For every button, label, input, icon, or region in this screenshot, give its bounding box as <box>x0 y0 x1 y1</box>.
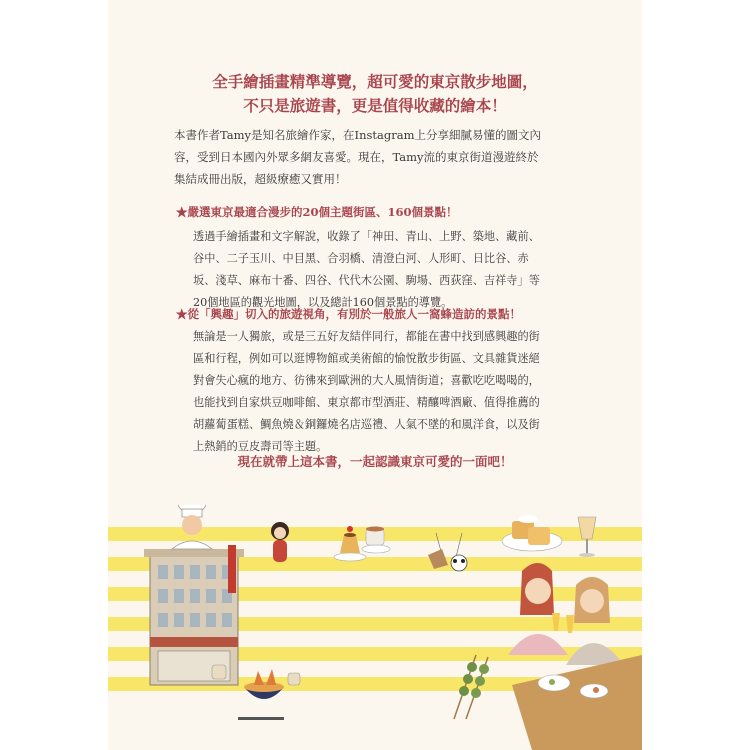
book-page <box>108 0 642 750</box>
section-2-body <box>193 326 583 458</box>
section-1-body <box>193 226 583 314</box>
intro-paragraph <box>174 124 578 190</box>
department-store-illustration <box>144 545 244 685</box>
headline <box>108 70 642 118</box>
closing-line: 現在就帶上這本書，一起認識東京可愛的一面吧！ <box>237 454 513 469</box>
section-1-title: ★嚴選東京最適合漫步的20個主題街區、160個景點！ <box>176 205 458 219</box>
illustration-scene <box>108 505 642 750</box>
headline-line-2: 不只是旅遊書，更是值得收藏的繪本！ <box>243 96 507 115</box>
section-1-line: 谷中、二子玉川、中目黑、合羽橋、清澄白河、人形町、日比谷、赤 <box>193 252 529 265</box>
intro-line: 本書作者Tamy是知名旅繪作家，在Instagram上分享細膩易懂的圖文內 <box>174 128 541 142</box>
section-2-title: ★從「興趣」切入的旅遊視角，有別於一般旅人一窩蜂造訪的景點！ <box>176 307 521 321</box>
intro-line: 集結成冊出版，超級療癒又實用！ <box>174 172 347 186</box>
section-2-line: 胡蘿蔔蛋糕、鯛魚燒＆銅鑼燒名店巡禮、人氣不墜的和風洋食，以及街 <box>193 418 540 431</box>
dining-table <box>512 655 642 750</box>
tempura-rice-bowl <box>238 669 284 720</box>
kokeshi-doll <box>271 522 289 562</box>
intro-line: 容，受到日本國內外眾多網友喜愛。現在，Tamy流的東京街道漫遊終於 <box>174 150 539 164</box>
section-2-line: 上熱銷的豆皮壽司等主題。 <box>193 440 328 453</box>
headline-line-1: 全手繪插畫精準導覽，超可愛的東京散步地圖， <box>212 72 538 91</box>
section-2-line: 對會失心瘋的地方、彷彿來到歐洲的大人風情街道；喜歡吃吃喝喝的， <box>193 374 540 387</box>
section-2-line: 無論是一人獨旅，或是三五好友結伴同行，都能在書中找到感興趣的街 <box>193 330 540 343</box>
section-1-line: 透過手繪插畫和文字解說，收錄了「神田、青山、上野、築地、藏前、 <box>193 230 540 243</box>
section-1-line: 坂、淺草、麻布十番、四谷、代代木公園、駒場、西荻窪、吉祥寺」等 <box>193 274 540 287</box>
section-1-line: 20個地區的觀光地圖，以及總計160個景點的導覽。 <box>193 296 453 309</box>
section-2-line: 區和行程，例如可以逛博物館或美術館的愉悅散步街區、文具雜貨迷絕 <box>193 352 540 365</box>
section-2-line: 也能找到自家烘豆咖啡館、東京都市型酒莊、精釀啤酒廠、值得推薦的 <box>193 396 540 409</box>
